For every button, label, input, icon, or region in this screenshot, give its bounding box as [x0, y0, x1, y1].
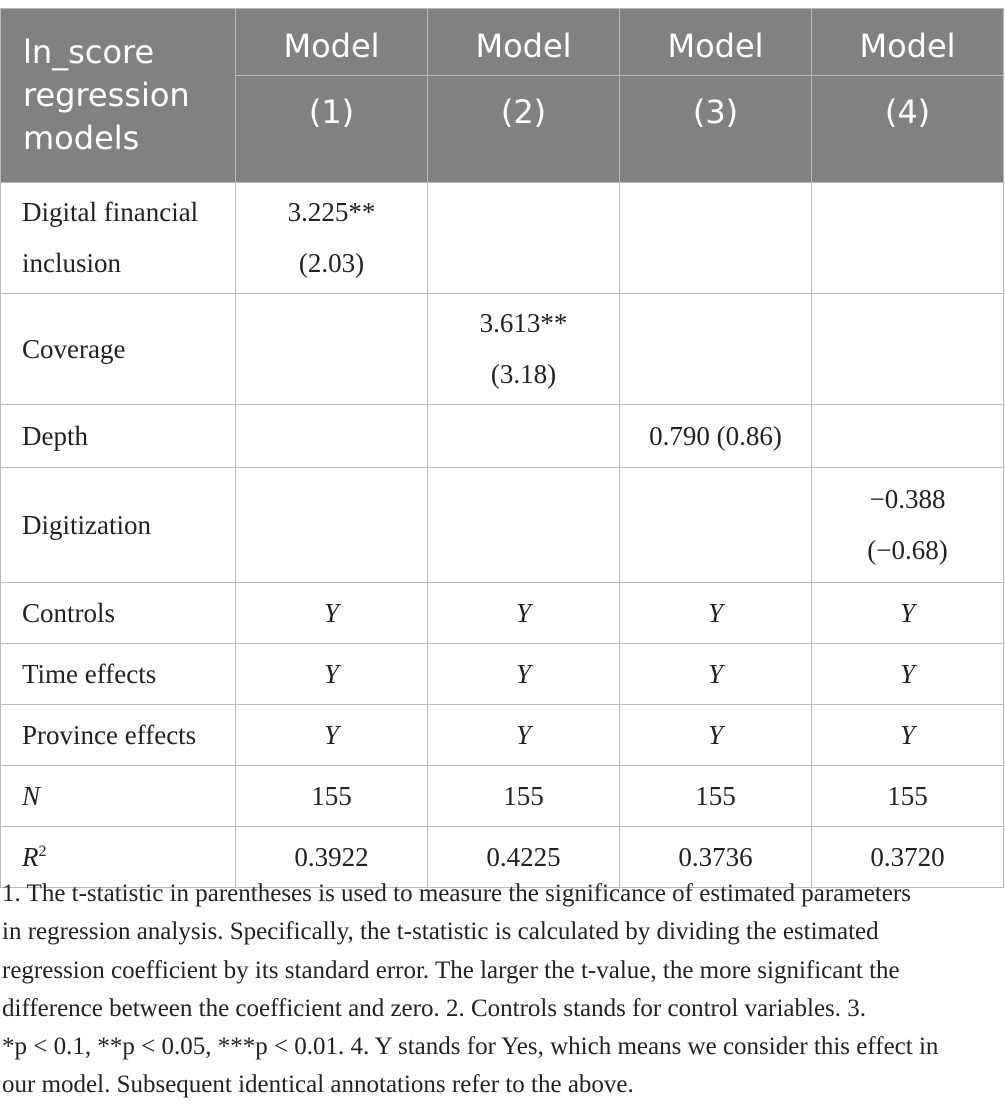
cell-model-2: Y [428, 705, 620, 766]
header-model-label: Model [236, 9, 427, 76]
cell-model-2 [428, 405, 620, 468]
header-first-col-line: ln_score [23, 33, 155, 71]
header-first-col-line: regression [23, 76, 190, 114]
cell-model-3: 155 [620, 766, 812, 827]
header-model-label: Model [812, 9, 1003, 76]
row-label-line: inclusion [22, 248, 121, 278]
table-footnotes [2, 875, 1002, 1105]
header-row [1, 9, 1004, 183]
cell-model-1: Y [236, 583, 428, 644]
header-model-number: (4) [884, 93, 931, 131]
footnote-line: 1. The t-statistic in parentheses is used to measure the significance of estimated parameters [2, 880, 911, 907]
header-model-number: (1) [308, 93, 355, 131]
cell-model-4 [812, 468, 1004, 583]
cell-model-1 [236, 468, 428, 583]
header-model-label: Model [620, 9, 811, 76]
footnote-line: in regression analysis. Specifically, the t-statistic is calculated by dividing the estimated [2, 918, 879, 946]
header-model-number: (3) [692, 93, 739, 131]
footnote-line: our model. Subsequent identical annotations refer to the above. [2, 1071, 634, 1099]
cell-model-1: Y [236, 644, 428, 705]
row-label [1, 183, 236, 294]
r-label: R [22, 841, 39, 872]
cell-model-1 [236, 405, 428, 468]
header-model-1 [236, 9, 428, 183]
footnote-line: regression coefficient by its standard error. The larger the t-value, the more significant the [2, 956, 900, 984]
cell-model-3: 0.790 (0.86) [620, 405, 812, 468]
regression-table [0, 8, 1004, 888]
cell-model-3: Y [620, 644, 812, 705]
table-row-controls [1, 583, 1004, 644]
cell-model-2: Y [428, 583, 620, 644]
cell-model-3 [620, 294, 812, 405]
table-row-depth [1, 405, 1004, 468]
table-row-province-effects [1, 705, 1004, 766]
footnote-line: *p < 0.1, **p < 0.05, ***p < 0.01. 4. Y stands for Yes, which means we consider this effect in [2, 1033, 939, 1061]
cell-model-1: Y [236, 705, 428, 766]
table-row-digital-financial-inclusion [1, 183, 1004, 294]
header-model-4 [812, 9, 1004, 183]
cell-model-3: Y [620, 705, 812, 766]
cell-model-3 [620, 183, 812, 294]
table-row-coverage [1, 294, 1004, 405]
header-first-col [1, 9, 236, 183]
row-label: Digitization [1, 468, 236, 583]
cell-model-2: Y [428, 644, 620, 705]
row-label: Province effects [1, 705, 236, 766]
cell-model-3: 0.3736 [620, 827, 812, 888]
header-model-2 [428, 9, 620, 183]
header-model-3 [620, 9, 812, 183]
cell-model-2 [428, 294, 620, 405]
row-label: Controls [1, 583, 236, 644]
table-row-n [1, 766, 1004, 827]
footnote-line: difference between the coefficient and zero. 2. Controls stands for control variables. 3. [2, 994, 867, 1022]
r-superscript: 2 [38, 842, 47, 860]
cell-model-4 [812, 183, 1004, 294]
cell-model-1: 0.3922 [236, 827, 428, 888]
row-label: Depth [1, 405, 236, 468]
t-statistic: (2.03) [298, 248, 365, 278]
header-first-col-line: models [23, 119, 140, 157]
cell-model-1: 155 [236, 766, 428, 827]
cell-model-2: 155 [428, 766, 620, 827]
cell-model-2 [428, 468, 620, 583]
cell-model-4: Y [812, 583, 1004, 644]
cell-model-4: Y [812, 705, 1004, 766]
cell-model-4 [812, 405, 1004, 468]
header-model-label: Model [428, 9, 619, 76]
cell-model-3 [620, 468, 812, 583]
t-statistic: (−0.68) [867, 535, 948, 565]
cell-model-1 [236, 183, 428, 294]
row-label-line: Digital financial [22, 197, 199, 227]
t-statistic: (3.18) [490, 359, 557, 389]
coefficient: 3.225** [287, 197, 376, 227]
cell-model-3: Y [620, 583, 812, 644]
cell-model-2 [428, 183, 620, 294]
cell-model-4: 0.3720 [812, 827, 1004, 888]
cell-model-1 [236, 294, 428, 405]
table-row-time-effects [1, 644, 1004, 705]
row-label: N [1, 766, 236, 827]
cell-model-2: 0.4225 [428, 827, 620, 888]
row-label: Time effects [1, 644, 236, 705]
cell-model-4 [812, 294, 1004, 405]
cell-model-4: Y [812, 644, 1004, 705]
header-model-number: (2) [500, 93, 547, 131]
coefficient: 3.613** [479, 308, 568, 338]
coefficient: −0.388 [869, 484, 946, 514]
table-row-digitization [1, 468, 1004, 583]
row-label: Coverage [1, 294, 236, 405]
cell-model-4: 155 [812, 766, 1004, 827]
